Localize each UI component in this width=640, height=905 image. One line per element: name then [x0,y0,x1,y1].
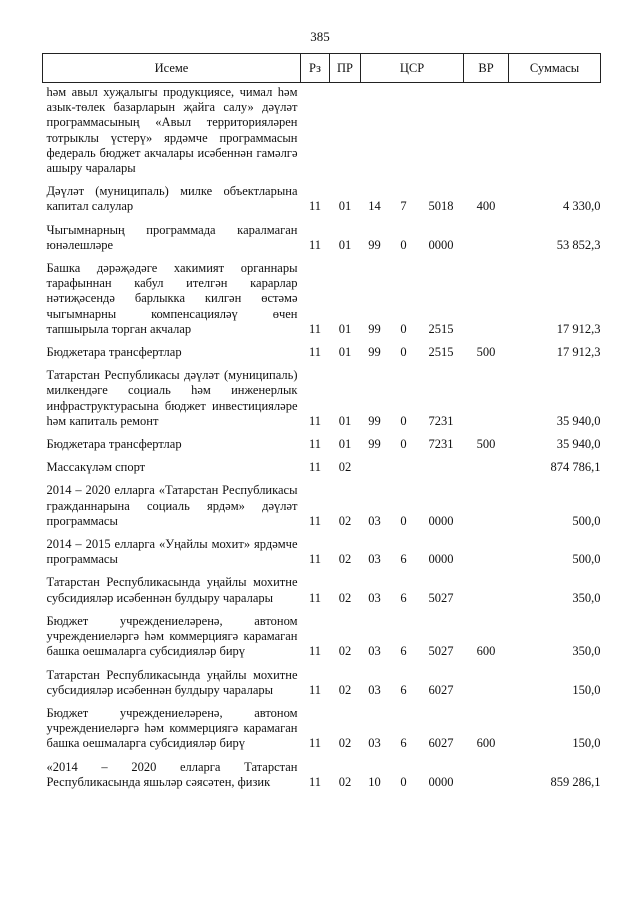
table-row [43,664,601,702]
row-csr-3: 5027 [428,590,454,605]
row-name: 2014 – 2020 елларга «Татарстан Республикасы гражданнарына социаль ярдәм» дәүләт программасы [46,483,298,528]
row-name: Дәүләт (муниципаль) милке объектларына капитал салулар [46,184,298,214]
row-vr [464,456,509,479]
row-csr-1: 99 [368,237,381,252]
row-name: һәм авыл хуҗалыгы продукциясе, чимал һәм азык-төлек базарларын җайга салу» дәүләт программасының «Авыл территорияләрен тотрыклы үстерү» ярдәмче программасын федераль бюджет акчалары исәбеннән гамәлгә ашыру чаралары [46,85,298,176]
row-pr: 02 [338,552,352,567]
header-sum: Суммасы [509,54,601,83]
row-csr-3: 5027 [428,644,454,659]
row-vr: 600 [476,644,496,659]
row-sum: 150,0 [572,682,601,697]
row-rz: 11 [308,682,322,697]
row-csr-3: 6027 [428,682,454,697]
row-csr-3: 0000 [428,513,454,528]
row-csr-3 [419,83,464,181]
row-csr-1: 99 [368,321,381,336]
row-csr-3: 2515 [428,345,454,360]
row-vr: 500 [476,345,496,360]
row-pr: 01 [338,237,352,252]
row-pr: 02 [338,460,352,475]
row-vr: 400 [476,199,496,214]
row-csr-2 [389,456,419,479]
row-vr [464,533,509,571]
row-pr: 02 [338,774,352,789]
row-csr-1: 03 [368,736,381,751]
row-csr-2 [389,83,419,181]
table-row [43,533,601,571]
row-rz: 11 [308,237,322,252]
header-rz: Рз [301,54,330,83]
row-csr-1 [361,456,389,479]
table-row [43,756,601,794]
row-pr: 01 [338,199,352,214]
row-csr-2: 0 [400,513,407,528]
row-name: Татарстан Республикасында уңайлы мохитне субсидияләр исәбеннән булдыру чаралары [46,575,298,605]
row-sum: 17 912,3 [556,345,601,360]
row-csr-2: 6 [400,552,407,567]
table-row [43,702,601,756]
row-name: Бюджетара трансфертлар [46,437,182,452]
row-csr-2: 0 [400,237,407,252]
row-pr: 01 [338,345,352,360]
row-csr-3: 7231 [428,437,454,452]
row-csr-2: 0 [400,413,407,428]
row-rz: 11 [308,644,322,659]
row-pr: 01 [338,437,352,452]
table-row [43,83,601,181]
table-row [43,364,601,433]
row-name: Татарстан Республикасында уңайлы мохитне субсидияләр исәбеннән булдыру чаралары [46,667,298,697]
table-row [43,257,601,341]
table-header-row [43,54,601,83]
budget-table [42,53,601,794]
row-csr-3: 0000 [428,552,454,567]
header-vr: ВР [464,54,509,83]
row-rz: 11 [308,774,322,789]
row-name: Массакүләм спорт [46,460,146,475]
row-vr [464,257,509,341]
header-name: Исеме [43,54,301,83]
row-vr: 500 [476,437,496,452]
table-row [43,610,601,664]
row-vr [464,756,509,794]
row-csr-1: 99 [368,437,381,452]
row-sum: 150,0 [572,736,601,751]
row-vr [464,364,509,433]
row-csr-2: 0 [400,774,407,789]
row-csr-3: 7231 [428,413,454,428]
row-csr-1: 10 [368,774,381,789]
row-csr-1 [361,83,389,181]
row-name: Башка дәрәҗәдәге хакимият органнары тарафыннан кабул ителгән карарлар нәтиҗәсендә барлыкка килгән өстәмә чыгымнарны компенсацияләү өчен тапшырыла торган акчалар [46,261,298,336]
row-sum [509,83,601,181]
row-csr-1: 99 [368,345,381,360]
table-row [43,479,601,533]
row-csr-1: 99 [368,413,381,428]
row-name: Татарстан Республикасы дәүләт (муниципаль) милкендәге социаль һәм инженерлык инфраструктурасына бюджет инвестицияләре һәм капиталь ремонт [46,368,298,428]
row-vr: 600 [476,736,496,751]
row-sum: 35 940,0 [556,413,601,428]
table-row [43,433,601,456]
row-sum: 500,0 [572,552,601,567]
row-rz: 11 [308,345,322,360]
row-rz: 11 [308,590,322,605]
row-csr-2: 6 [400,736,407,751]
row-rz: 11 [308,513,322,528]
row-csr-3: 2515 [428,321,454,336]
row-sum: 4 330,0 [563,199,601,214]
table-row [43,219,601,257]
row-sum: 350,0 [572,590,601,605]
row-name: «2014 – 2020 елларга Татарстан Республикасында яшьләр сәясәтен, физик [46,759,298,789]
row-csr-3 [419,456,464,479]
row-rz: 11 [308,437,322,452]
table-row [43,456,601,479]
row-rz: 11 [308,460,322,475]
row-pr: 02 [338,513,352,528]
row-sum: 350,0 [572,644,601,659]
row-vr [464,664,509,702]
row-vr [464,479,509,533]
row-pr: 02 [338,682,352,697]
row-pr: 02 [338,736,352,751]
row-pr: 01 [338,413,352,428]
row-csr-1: 03 [368,552,381,567]
row-csr-2: 0 [400,345,407,360]
header-pr: ПР [330,54,361,83]
row-pr: 02 [338,590,352,605]
row-sum: 35 940,0 [556,437,601,452]
row-name: Бюджет учреждениеләренә, автоном учреждениеләргә һәм коммерциягә карамаган башка оешмаларга субсидияләр бирү [46,613,298,659]
row-rz: 11 [308,736,322,751]
table-row [43,341,601,364]
row-csr-2: 0 [400,321,407,336]
row-rz [301,83,330,181]
row-name: Бюджет учреждениеләренә, автоном учреждениеләргә һәм коммерциягә карамаган башка оешмаларга субсидияләр бирү [46,705,298,751]
row-pr [330,83,361,181]
row-csr-3: 6027 [428,736,454,751]
row-sum: 53 852,3 [556,237,601,252]
row-csr-3: 5018 [428,199,454,214]
row-name: 2014 – 2015 елларга «Уңайлы мохит» ярдәмче программасы [46,537,298,567]
row-rz: 11 [308,199,322,214]
row-csr-3: 0000 [428,237,454,252]
row-pr: 01 [338,321,352,336]
row-csr-1: 03 [368,590,381,605]
row-sum: 859 286,1 [550,774,601,789]
row-csr-3: 0000 [428,774,454,789]
row-pr: 02 [338,644,352,659]
table-row [43,571,601,609]
row-sum: 874 786,1 [550,460,601,475]
row-vr [464,83,509,181]
row-name: Бюджетара трансфертлар [46,345,182,360]
row-csr-2: 6 [400,644,407,659]
header-csr: ЦСР [361,54,464,83]
row-csr-2: 0 [400,437,407,452]
row-csr-1: 14 [368,199,381,214]
row-rz: 11 [308,552,322,567]
row-csr-1: 03 [368,644,381,659]
row-rz: 11 [308,413,322,428]
row-csr-2: 6 [400,590,407,605]
row-rz: 11 [308,321,322,336]
table-row [43,180,601,218]
row-vr [464,571,509,609]
row-name: Чыгымнарның программада каралмаган юнәлешләре [46,222,298,252]
page-number: 385 [310,29,330,44]
row-sum: 500,0 [572,513,601,528]
row-sum: 17 912,3 [556,321,601,336]
row-vr [464,219,509,257]
row-csr-2: 7 [400,199,407,214]
row-csr-2: 6 [400,682,407,697]
row-csr-1: 03 [368,513,381,528]
row-csr-1: 03 [368,682,381,697]
